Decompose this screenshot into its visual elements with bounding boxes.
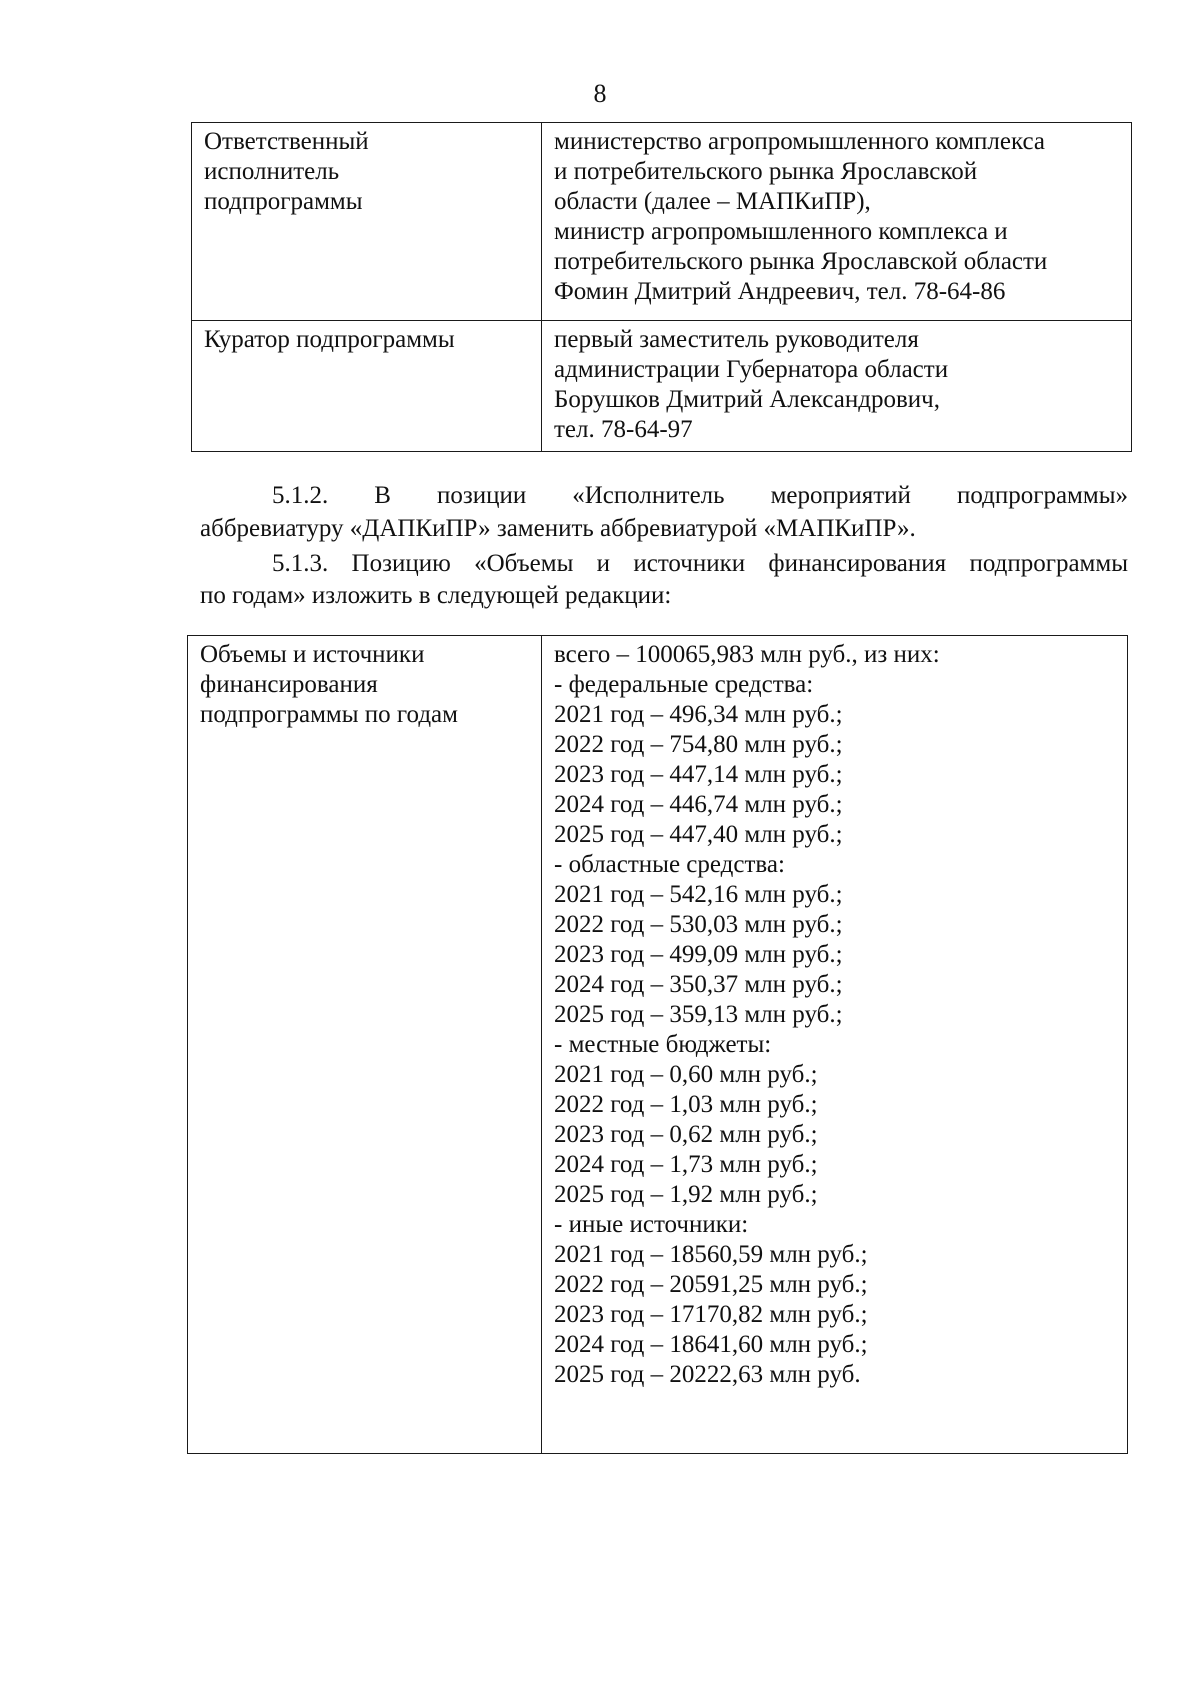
paragraph-5-1-3-line-1: 5.1.3. Позицию «Объемы и источники финансирования подпрограммы	[272, 550, 1128, 577]
label-line: Куратор подпрограммы	[204, 326, 455, 353]
funding-year-line: 2022 год – 20591,25 млн руб.;	[554, 1271, 868, 1298]
funding-table	[187, 635, 1128, 1454]
value-line: области (далее – МАПКиПР),	[554, 188, 871, 215]
label-line: подпрограммы	[204, 188, 363, 215]
value-line: администрации Губернатора области	[554, 356, 949, 383]
funding-source-heading: - местные бюджеты:	[554, 1031, 772, 1058]
funding-year-line: 2023 год – 17170,82 млн руб.;	[554, 1301, 868, 1328]
funding-total-line: всего – 100065,983 млн руб., из них:	[554, 641, 940, 668]
row-label-cell	[192, 123, 542, 321]
table-row	[188, 636, 1128, 1454]
funding-year-line: 2025 год – 447,40 млн руб.;	[554, 821, 843, 848]
table-row	[192, 123, 1132, 321]
row-label-cell	[192, 321, 542, 452]
funding-year-line: 2021 год – 542,16 млн руб.;	[554, 881, 843, 908]
funding-values-cell	[542, 636, 1128, 1454]
paragraph-5-1-3-line-2: по годам» изложить в следующей редакции:	[200, 582, 672, 609]
row-value-cell	[542, 123, 1132, 321]
label-line: финансирования	[200, 671, 378, 698]
funding-year-line: 2024 год – 18641,60 млн руб.;	[554, 1331, 868, 1358]
funding-year-line: 2024 год – 1,73 млн руб.;	[554, 1151, 818, 1178]
table-row	[192, 321, 1132, 452]
label-line: Ответственный	[204, 128, 369, 155]
funding-year-line: 2023 год – 447,14 млн руб.;	[554, 761, 843, 788]
label-line: Объемы и источники	[200, 641, 425, 668]
funding-year-line: 2025 год – 359,13 млн руб.;	[554, 1001, 843, 1028]
value-line: и потребительского рынка Ярославской	[554, 158, 978, 185]
value-line: потребительского рынка Ярославской области	[554, 248, 1048, 275]
value-line: министерство агропромышленного комплекса	[554, 128, 1046, 155]
page-number: 8	[593, 79, 607, 108]
funding-year-line: 2023 год – 499,09 млн руб.;	[554, 941, 843, 968]
value-line: первый заместитель руководителя	[554, 326, 919, 353]
funding-year-line: 2021 год – 18560,59 млн руб.;	[554, 1241, 868, 1268]
funding-year-line: 2024 год – 350,37 млн руб.;	[554, 971, 843, 998]
funding-year-line: 2025 год – 20222,63 млн руб.	[554, 1361, 861, 1388]
value-line: министр агропромышленного комплекса и	[554, 218, 1008, 245]
funding-source-heading: - федеральные средства:	[554, 671, 814, 698]
funding-year-line: 2021 год – 0,60 млн руб.;	[554, 1061, 818, 1088]
paragraph-5-1-2-line-1: 5.1.2. В позиции «Исполнитель мероприятий подпрограммы»	[272, 482, 1128, 509]
row-label-cell	[188, 636, 542, 1454]
funding-source-heading: - иные источники:	[554, 1211, 749, 1238]
funding-year-line: 2025 год – 1,92 млн руб.;	[554, 1181, 818, 1208]
funding-year-line: 2024 год – 446,74 млн руб.;	[554, 791, 843, 818]
value-line: Борушков Дмитрий Александрович,	[554, 386, 940, 413]
value-line: Фомин Дмитрий Андреевич, тел. 78-64-86	[554, 278, 1006, 305]
label-line: исполнитель	[204, 158, 340, 185]
funding-year-line: 2022 год – 754,80 млн руб.;	[554, 731, 843, 758]
funding-year-line: 2022 год – 530,03 млн руб.;	[554, 911, 843, 938]
funding-year-line: 2021 год – 496,34 млн руб.;	[554, 701, 843, 728]
label-line: подпрограммы по годам	[200, 701, 458, 728]
funding-year-line: 2022 год – 1,03 млн руб.;	[554, 1091, 818, 1118]
value-line: тел. 78-64-97	[554, 416, 693, 443]
responsible-table	[191, 122, 1132, 452]
funding-source-heading: - областные средства:	[554, 851, 785, 878]
paragraph-5-1-2-line-2: аббревиатуру «ДАПКиПР» заменить аббревиатурой «МАПКиПР».	[200, 515, 916, 542]
row-value-cell	[542, 321, 1132, 452]
funding-year-line: 2023 год – 0,62 млн руб.;	[554, 1121, 818, 1148]
